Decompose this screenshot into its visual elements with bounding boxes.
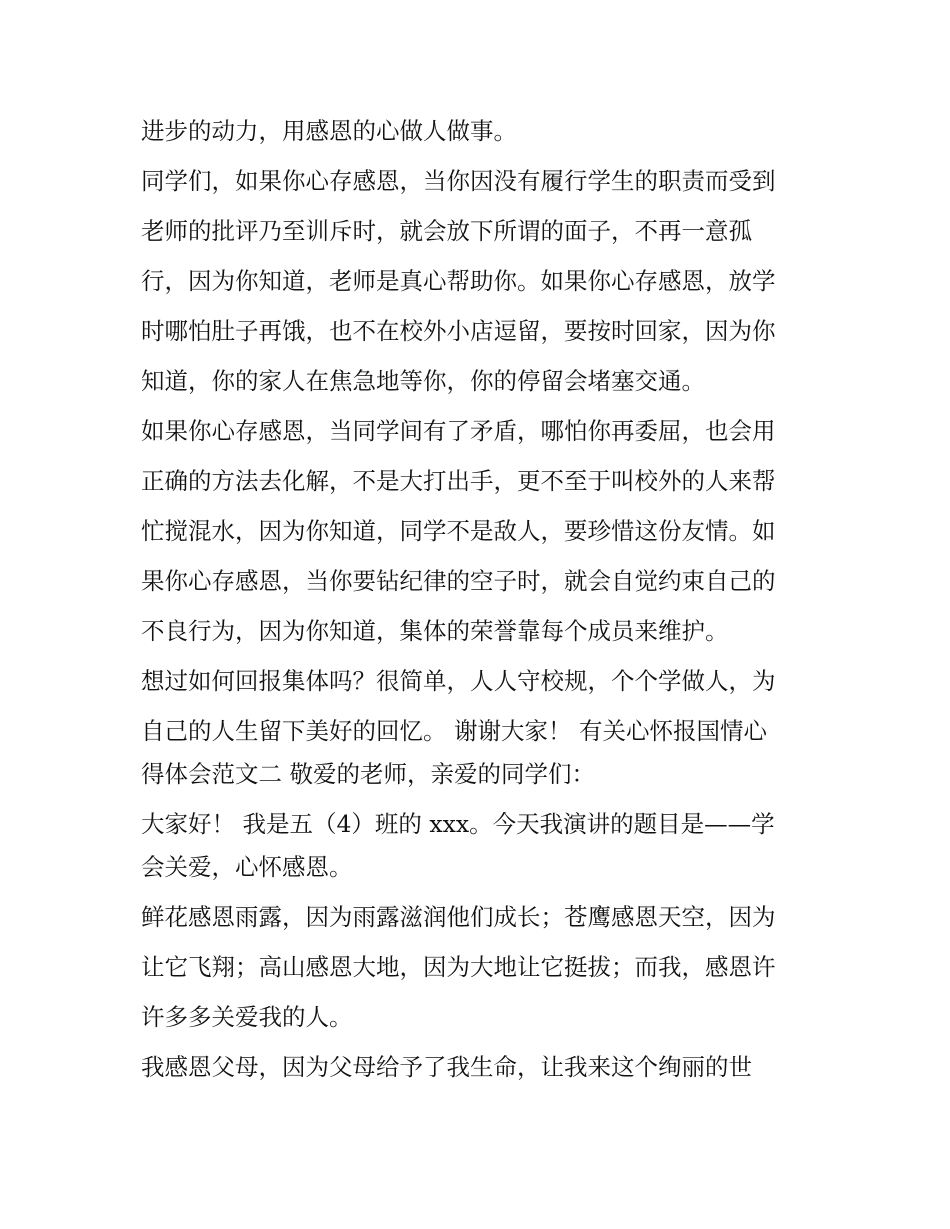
text-line: 许多多关爱我的人。 xyxy=(141,1003,353,1031)
text-line: 自己的人生留下美好的回忆。 谢谢大家！ 有关心怀报国情心 xyxy=(141,717,767,745)
text-line: 如果你心存感恩，当同学间有了矛盾，哪怕你再委屈，也会用 xyxy=(141,417,776,445)
text-line: 忙搅混水，因为你知道，同学不是敌人，要珍惜这份友情。如 xyxy=(141,517,776,545)
text-line: 不良行为，因为你知道，集体的荣誉靠每个成员来维护。 xyxy=(141,617,729,645)
text-line: 得体会范文二 敬爱的老师，亲爱的同学们： xyxy=(141,760,595,788)
text-line: 想过如何回报集体吗？很简单，人人守校规，个个学做人，为 xyxy=(141,667,776,695)
text-line: 果你心存感恩，当你要钻纪律的空子时，就会自觉约束自己的 xyxy=(141,567,776,595)
text-line: 我感恩父母，因为父母给予了我生命，让我来这个绚丽的世 xyxy=(141,1053,752,1081)
text-line: 知道，你的家人在焦急地等你，你的停留会堵塞交通。 xyxy=(141,367,705,395)
body-text xyxy=(141,110,821,1089)
text-line: 时哪怕肚子再饿，也不在校外小店逗留，要按时回家，因为你 xyxy=(141,317,776,345)
text-line: 进步的动力，用感恩的心做人做事。 xyxy=(141,117,517,145)
text-line: 老师的批评乃至训斥时，就会放下所谓的面子，不再一意孤 xyxy=(141,217,752,245)
text-line: 同学们，如果你心存感恩，当你因没有履行学生的职责而受到 xyxy=(141,167,776,195)
text-line: 会关爱，心怀感恩。 xyxy=(141,853,353,881)
text-line: 大家好！ 我是五（4）班的 xxx。今天我演讲的题目是——学 xyxy=(141,810,775,838)
text-line: 正确的方法去化解，不是大打出手，更不至于叫校外的人来帮 xyxy=(141,467,776,495)
text-line: 让它飞翔；高山感恩大地，因为大地让它挺拔；而我，感恩许 xyxy=(141,953,776,981)
text-line: 行，因为你知道，老师是真心帮助你。如果你心存感恩，放学 xyxy=(141,267,776,295)
text-line: 鲜花感恩雨露，因为雨露滋润他们成长；苍鹰感恩天空，因为 xyxy=(141,903,776,931)
